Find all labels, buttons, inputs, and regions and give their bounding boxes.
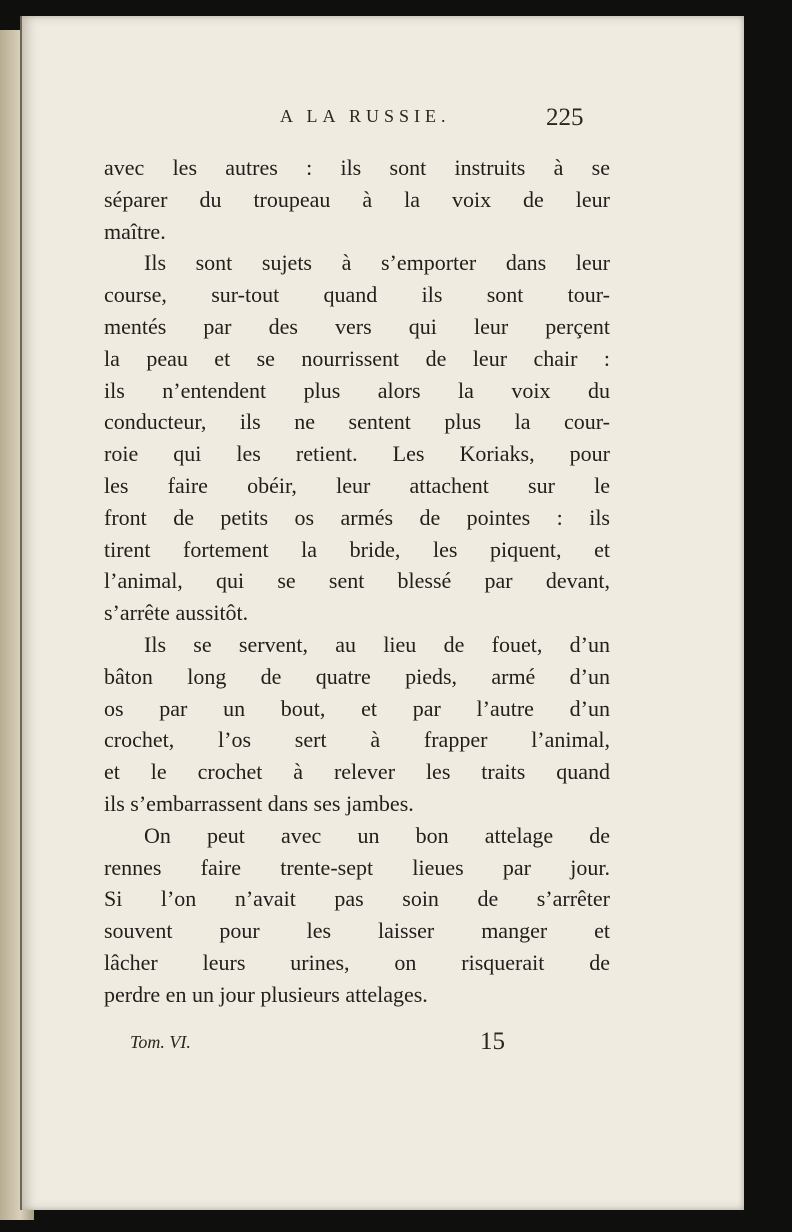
text-line: Ils se servent, au lieu de fouet, d’un — [144, 631, 610, 657]
text-line: lâcher leurs urines, on risquerait de — [104, 949, 610, 975]
text-line: On peut avec un bon attelage de — [144, 822, 610, 848]
paragraph — [104, 820, 610, 1011]
text-line: rennes faire trente-sept lieues par jour. — [104, 854, 610, 880]
text-line: ils n’entendent plus alors la voix du — [104, 377, 610, 403]
volume-signature: Tom. VI. — [130, 1032, 191, 1052]
text-line: tirent fortement la bride, les piquent, et — [104, 536, 610, 562]
text-line: os par un bout, et par l’autre d’un — [104, 695, 610, 721]
text-line: perdre en un jour plusieurs attelages. — [104, 981, 428, 1007]
text-line: Ils sont sujets à s’emporter dans leur — [144, 250, 610, 276]
text-line: mentés par des vers qui leur perçent — [104, 313, 610, 339]
paragraph — [104, 629, 610, 820]
text-line: la peau et se nourrissent de leur chair : — [104, 345, 610, 371]
text-line: les faire obéir, leur attachent sur le — [104, 472, 610, 498]
page-header — [22, 104, 744, 140]
page-footer — [22, 1028, 744, 1064]
running-head: A LA RUSSIE. — [280, 106, 451, 126]
text-line: avec les autres : ils sont instruits à se — [104, 155, 610, 180]
text-line: séparer du troupeau à la voix de leur — [104, 186, 610, 212]
text-line: bâton long de quatre pieds, armé d’un — [104, 663, 610, 689]
body-text — [104, 152, 610, 1011]
text-line: course, sur-tout quand ils sont tour- — [104, 282, 610, 308]
text-line: Si l’on n’avait pas soin de s’arrêter — [104, 886, 610, 912]
text-line: maître. — [104, 218, 166, 244]
book-page — [20, 16, 744, 1210]
gathering-signature: 15 — [480, 1028, 505, 1055]
text-line: et le crochet à relever les traits quand — [104, 759, 610, 785]
text-line: l’animal, qui se sent blessé par devant, — [104, 568, 610, 594]
text-line: conducteur, ils ne sentent plus la cour- — [104, 409, 610, 435]
text-line: roie qui les retient. Les Koriaks, pour — [104, 441, 610, 467]
page-number: 225 — [546, 104, 584, 131]
text-line: souvent pour les laisser manger et — [104, 918, 610, 944]
paragraph — [104, 152, 610, 247]
text-line: ils s’embarrassent dans ses jambes. — [104, 790, 414, 816]
text-line: s’arrête aussitôt. — [104, 600, 249, 626]
text-line: crochet, l’os sert à frapper l’animal, — [104, 727, 610, 753]
paragraph — [104, 247, 610, 629]
text-line: front de petits os armés de pointes : ils — [104, 504, 610, 530]
